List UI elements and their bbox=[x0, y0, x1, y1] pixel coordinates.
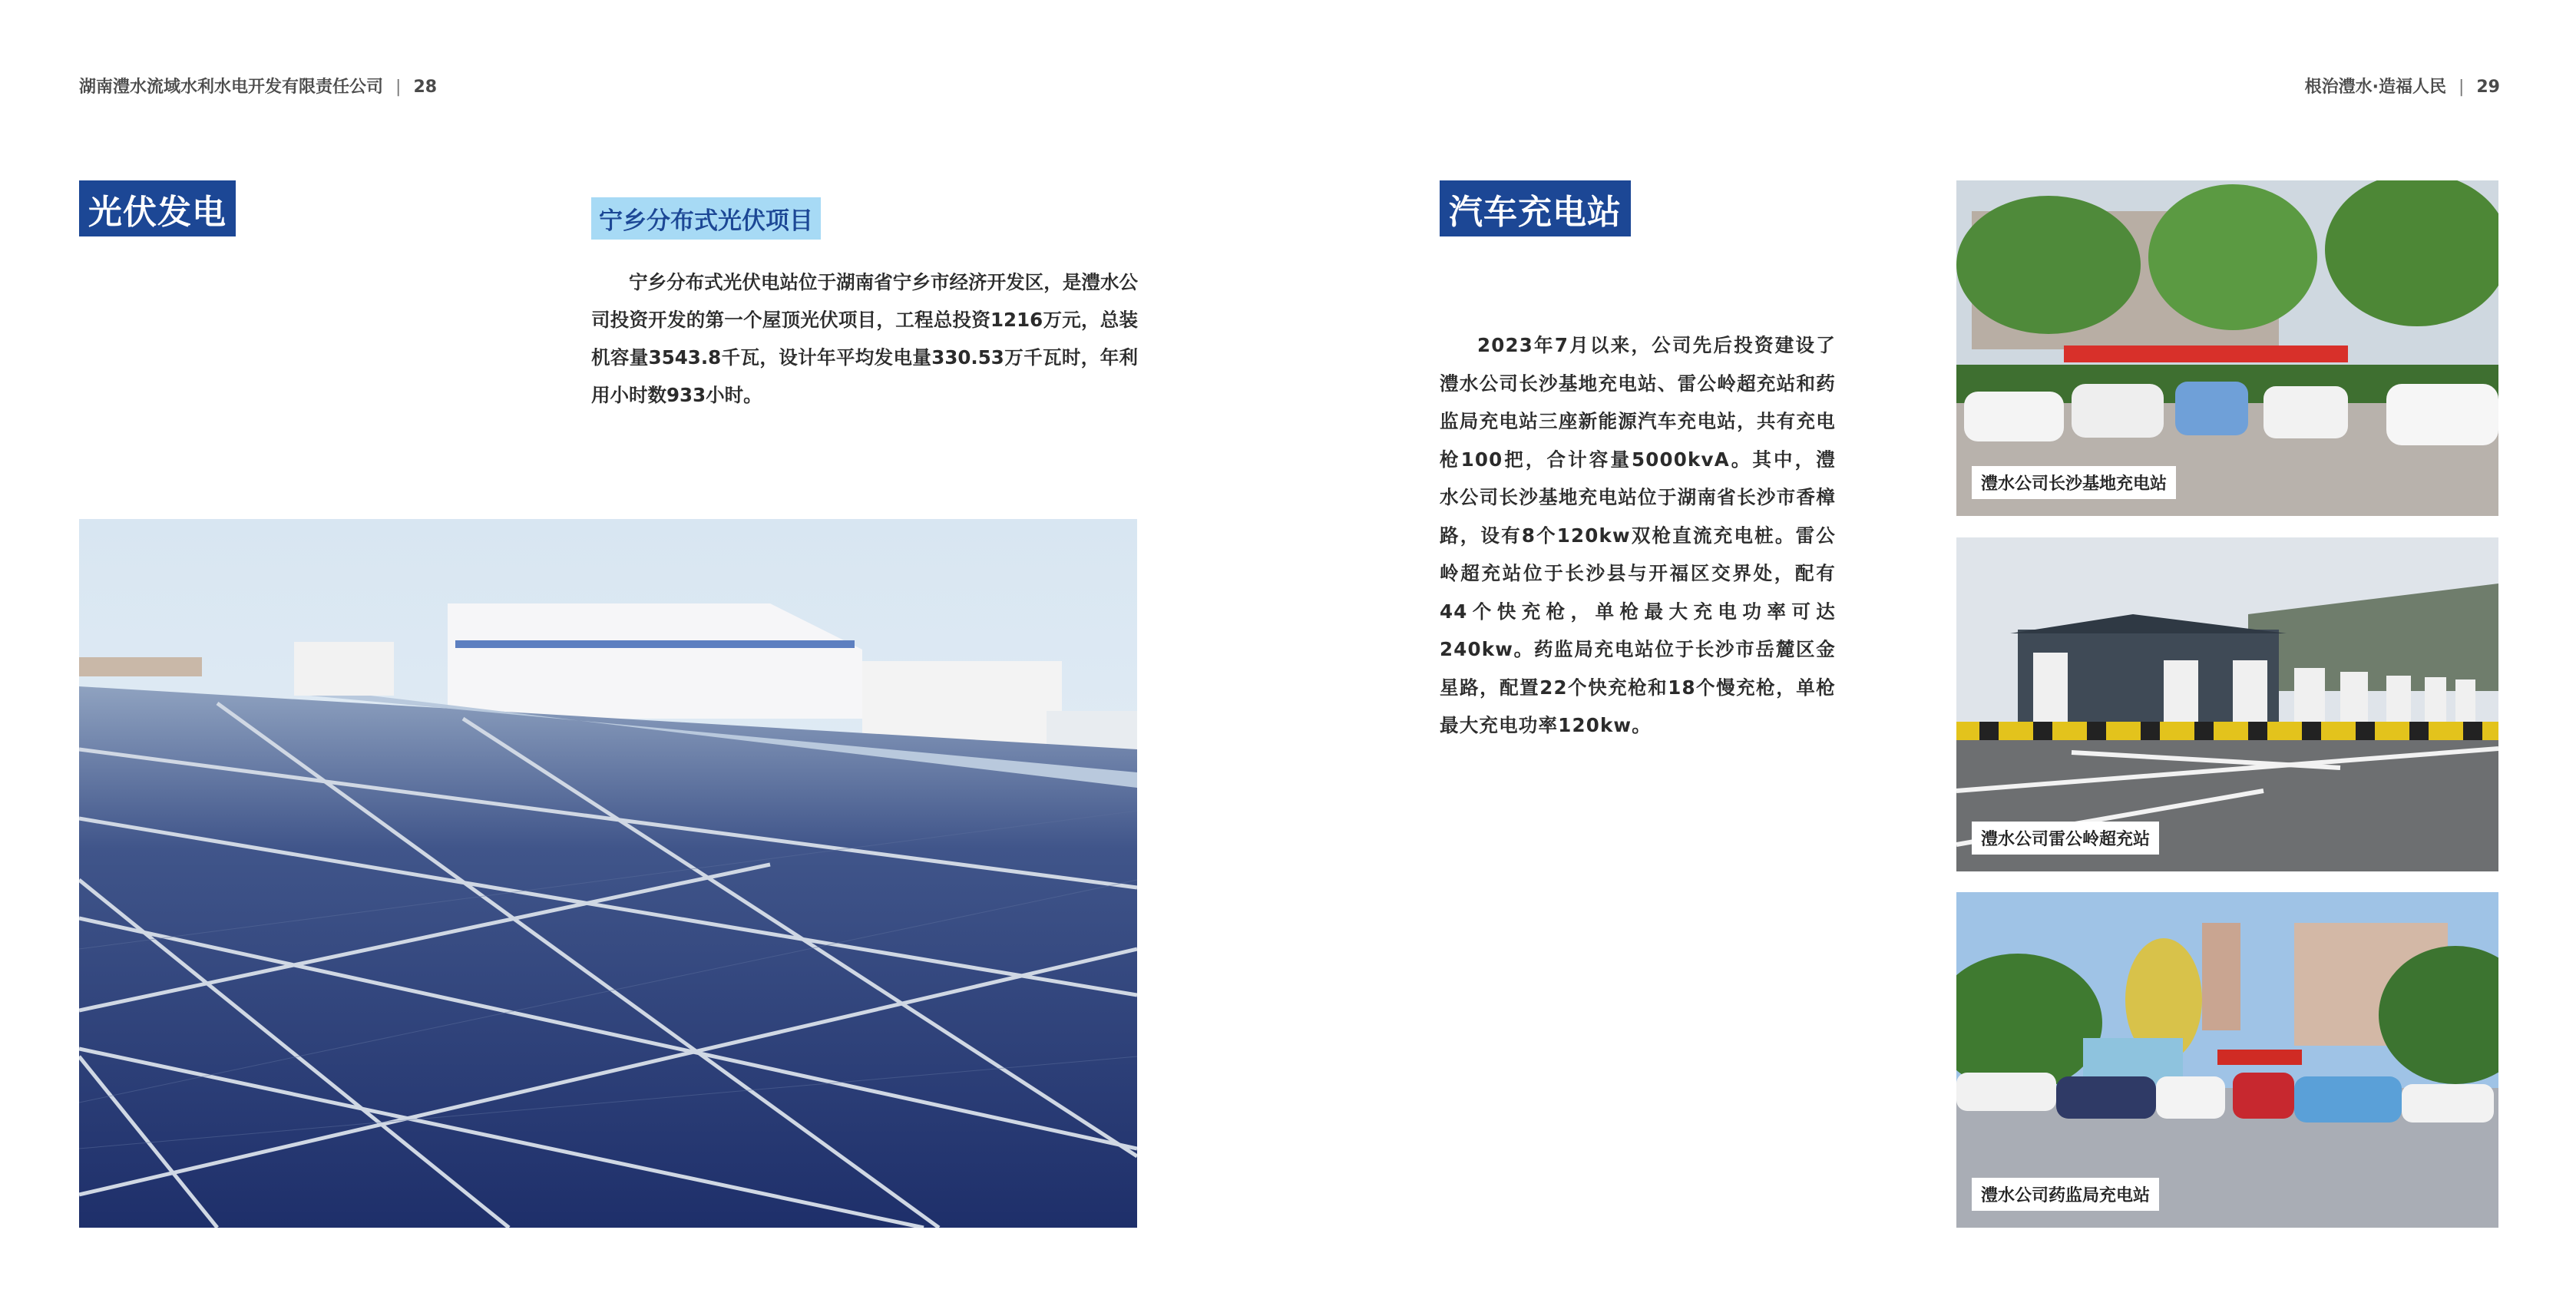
solar-panel-photo bbox=[79, 519, 1137, 1228]
project-title: 宁乡分布式光伏项目 bbox=[591, 197, 821, 240]
photo-caption: 澧水公司长沙基地充电站 bbox=[1972, 466, 2176, 499]
header-slogan: 根治澧水·造福人民 bbox=[2304, 78, 2446, 97]
running-header-left bbox=[79, 74, 437, 98]
photo-leigongling-station bbox=[1956, 537, 2498, 871]
photo-caption: 澧水公司药监局充电站 bbox=[1972, 1178, 2159, 1211]
page-number: 28 bbox=[413, 78, 438, 97]
section-title-charging: 汽车充电站 bbox=[1440, 180, 1631, 236]
photo-caption: 澧水公司雷公岭超充站 bbox=[1972, 822, 2159, 855]
photo-drug-admin-station bbox=[1956, 892, 2498, 1228]
photo-changsha-base-station bbox=[1956, 180, 2498, 516]
pv-paragraph: 宁乡分布式光伏电站位于湖南省宁乡市经济开发区，是澧水公司投资开发的第一个屋顶光伏项目，工程总投资1216万元，总装机容量3543.8千瓦，设计年平均发电量330.53万千瓦时，年利用小时数933小时。 bbox=[591, 271, 1138, 406]
page-number: 29 bbox=[2476, 78, 2500, 97]
running-header-right bbox=[2305, 74, 2500, 98]
charging-paragraph: 2023年7月以来，公司先后投资建设了澧水公司长沙基地充电站、雷公岭超充站和药监局充电站三座新能源汽车充电站，共有充电枪100把，合计容量5000kvA。其中，澧水公司长沙基地充电站位于湖南省长沙市香樟路，设有8个120kw双枪直流充电桩。雷公岭超充站位于长沙县与开福区交界处，配有44个快充枪，单枪最大充电功率可达240kw。药监局充电站位于长沙市岳麓区金星路，配置22个快充枪和18个慢充枪，单枪最大充电功率120kw。 bbox=[1440, 334, 1836, 736]
header-separator: | bbox=[2458, 78, 2465, 97]
header-separator: | bbox=[395, 78, 402, 97]
section-title-pv: 光伏发电 bbox=[79, 180, 236, 236]
header-company-name: 湖南澧水流域水利水电开发有限责任公司 bbox=[79, 78, 384, 97]
